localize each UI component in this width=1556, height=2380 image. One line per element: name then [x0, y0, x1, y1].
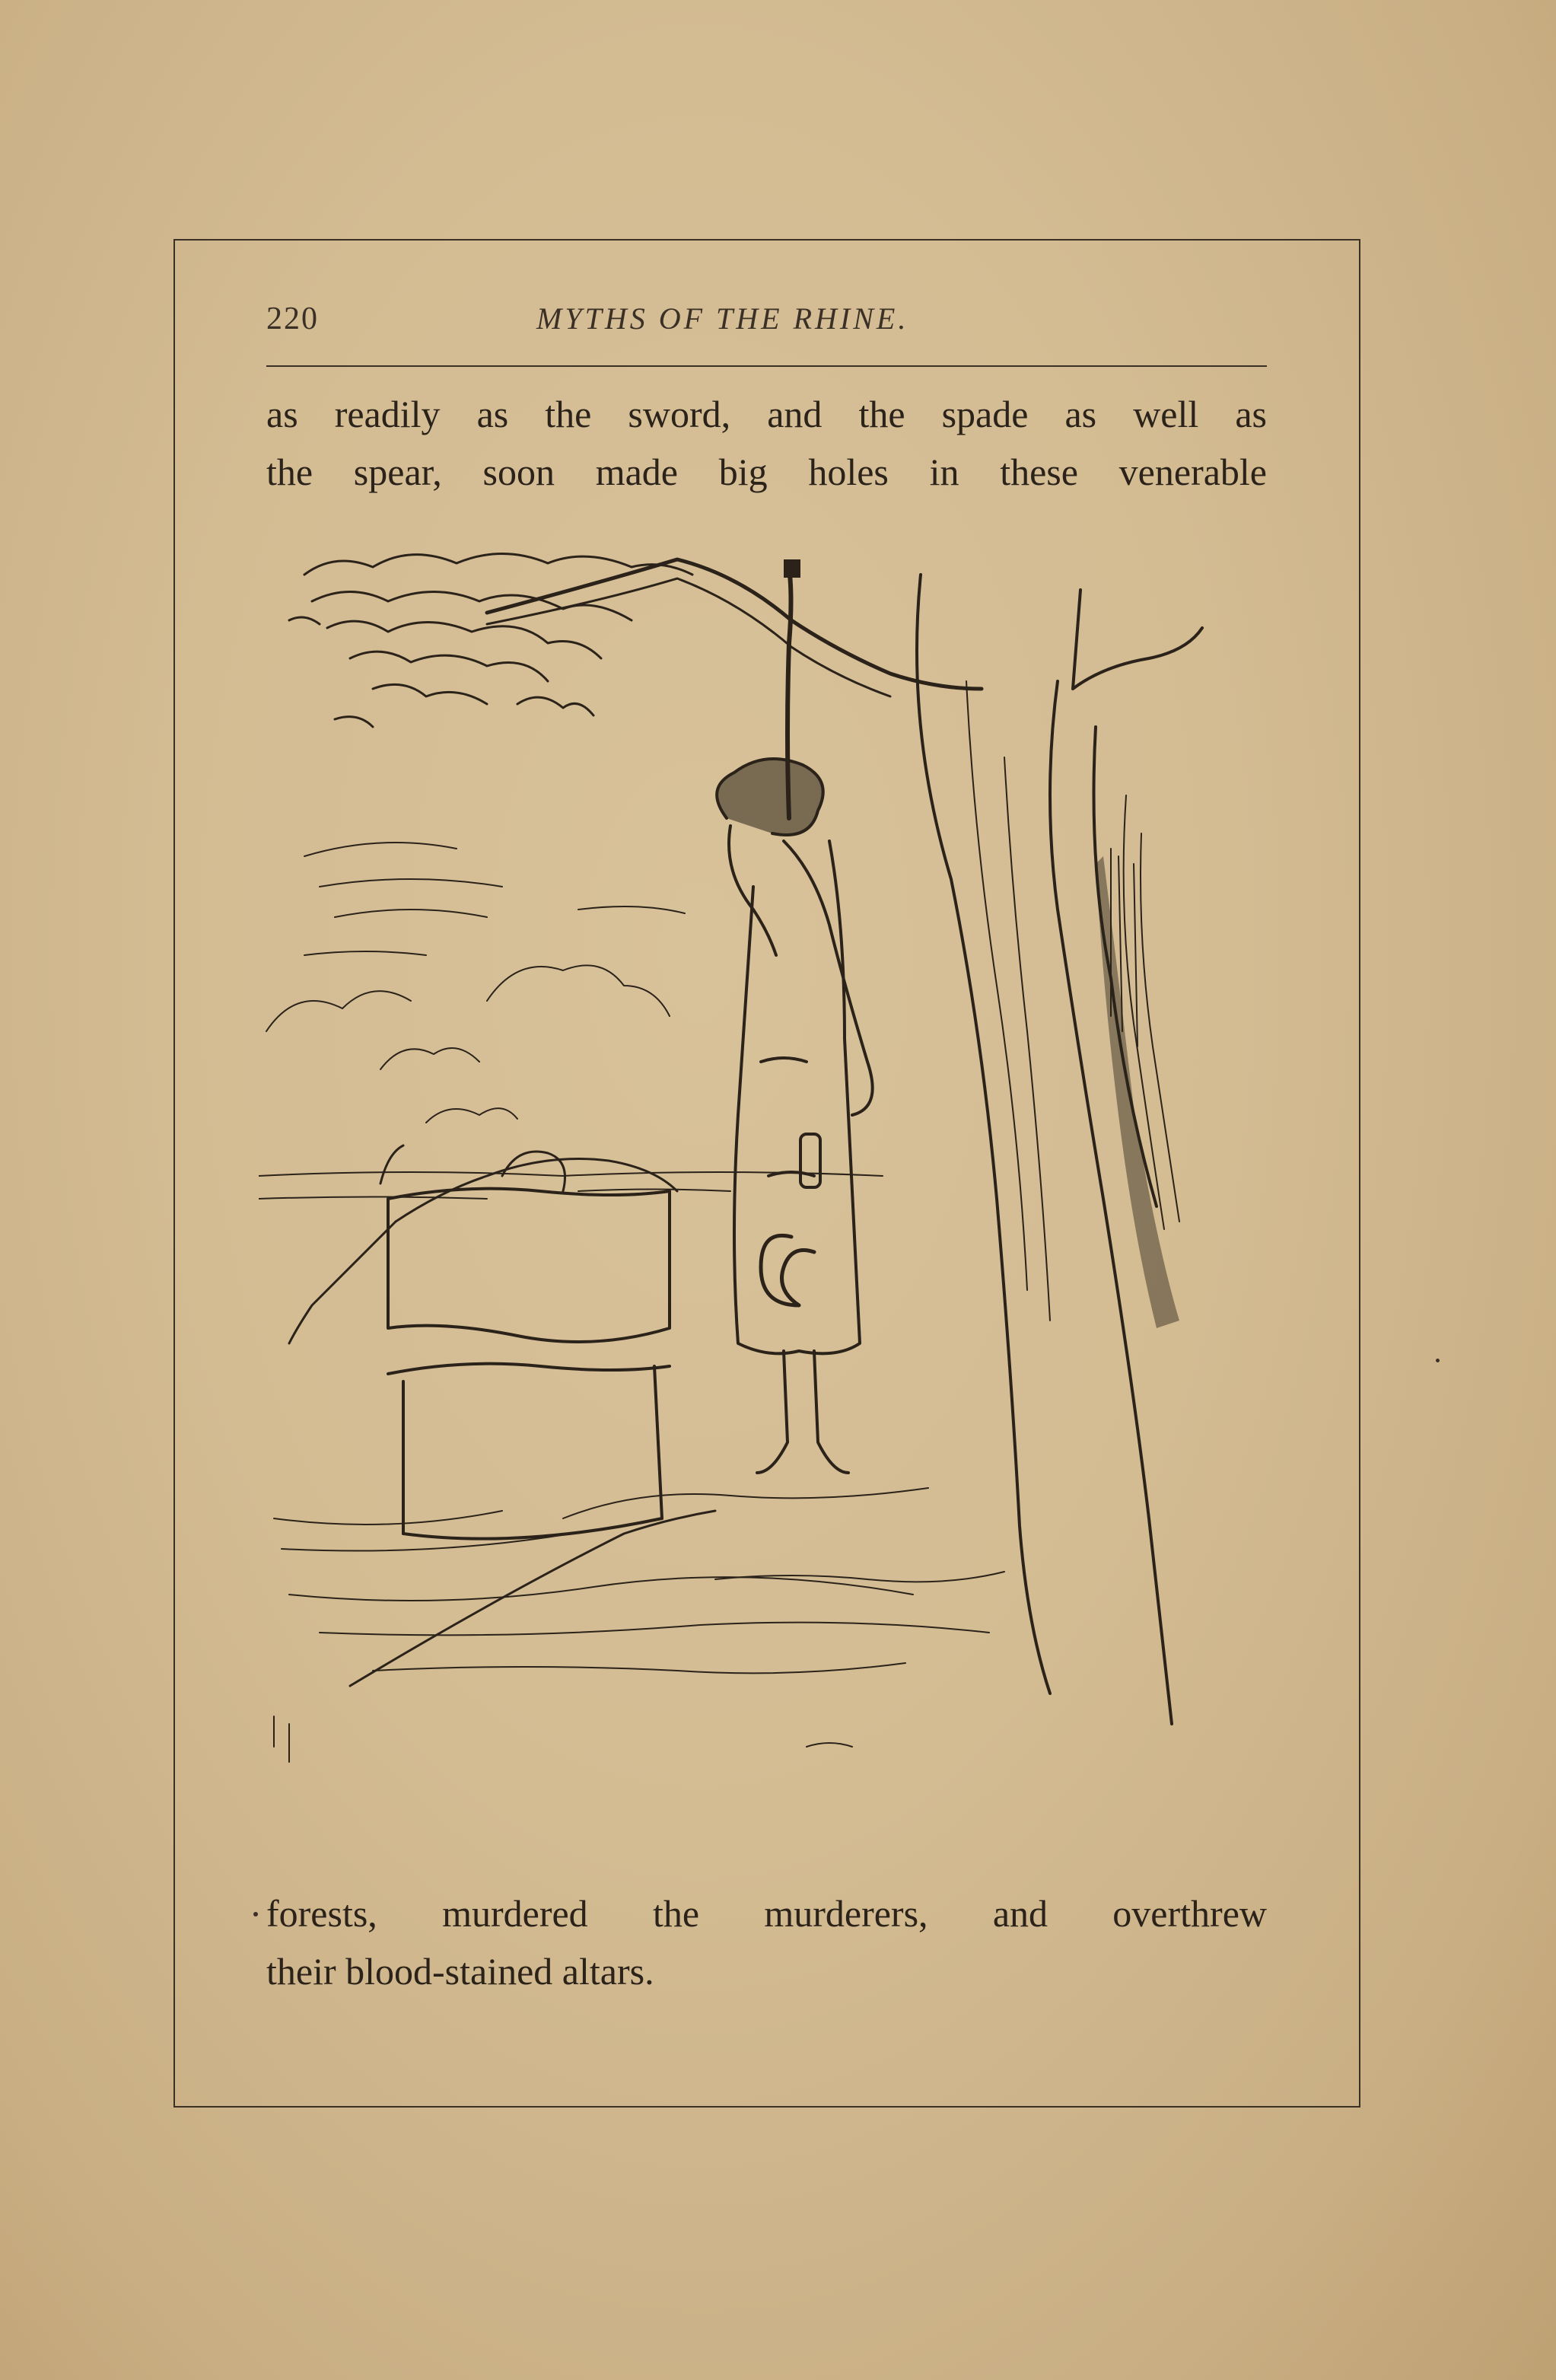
tree-foliage	[289, 554, 692, 728]
body-text-bottom	[266, 1885, 1267, 2000]
text-line: forests, murdered the murderers, and overthrew	[266, 1892, 1267, 1935]
running-head	[266, 301, 1267, 339]
engraving-illustration	[259, 529, 1271, 1850]
hanged-figure	[717, 759, 873, 1473]
reclining-figure	[289, 1145, 677, 1343]
branch	[487, 559, 982, 689]
page-number: 220	[266, 301, 319, 336]
body-text-top	[266, 385, 1267, 501]
stray-ink-mark	[253, 1912, 258, 1916]
text-line: as readily as the sword, and the spade as well as	[266, 393, 1267, 435]
running-title: MYTHS OF THE RHINE.	[536, 301, 909, 336]
tree-trunk	[917, 575, 1202, 1724]
altar	[388, 1189, 670, 1539]
text-line: the spear, soon made big holes in these venerable	[266, 451, 1267, 493]
stray-ink-mark	[1436, 1359, 1440, 1362]
header-rule	[266, 365, 1267, 367]
text-line: their blood-stained altars.	[266, 1950, 654, 1993]
